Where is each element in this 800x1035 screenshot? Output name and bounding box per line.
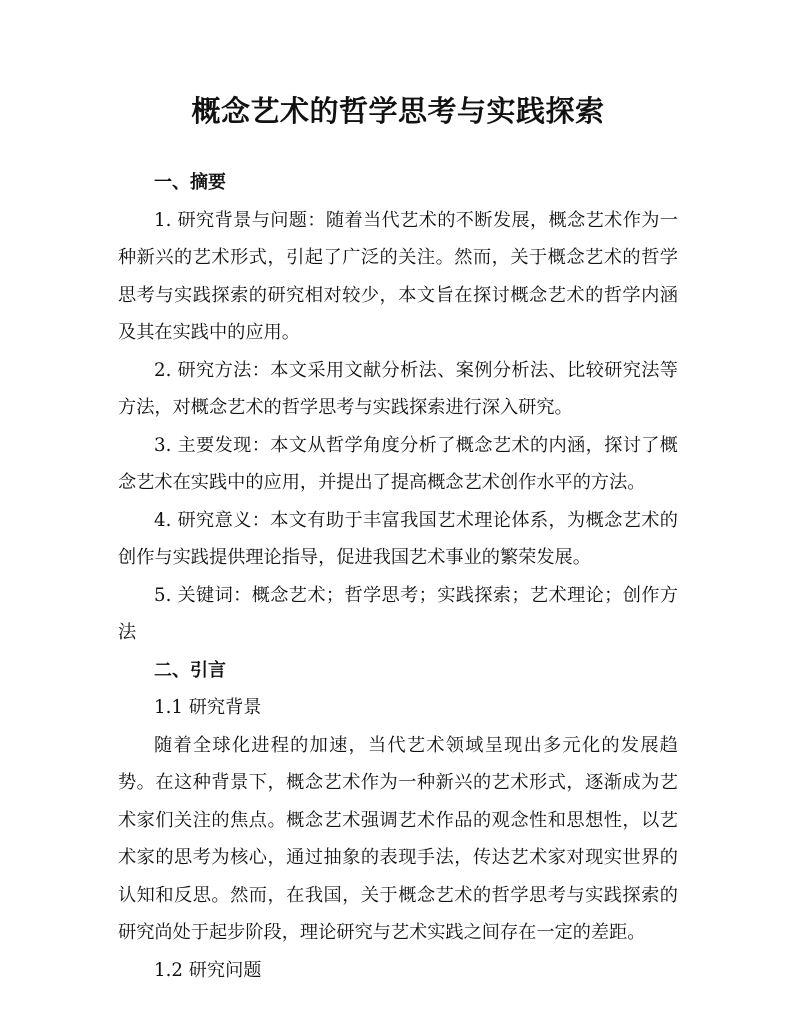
abstract-item-5-keywords: 5. 关键词：概念艺术；哲学思考；实践探索；艺术理论；创作方法 [118, 584, 678, 643]
introduction-heading: 二、引言 [154, 659, 226, 681]
document-title: 概念艺术的哲学思考与实践探索 [191, 94, 605, 128]
abstract-heading: 一、摘要 [154, 172, 226, 193]
abstract-item-3: 3. 主要发现：本文从哲学角度分析了概念艺术的内涵，探讨了概念艺术在实践中的应用，并提出了提高概念艺术创作水平的方法。 [118, 434, 678, 493]
research-question-heading: 1.2 研究问题 [154, 959, 262, 981]
research-background-heading: 1.1 研究背景 [154, 697, 262, 718]
abstract-item-4: 4. 研究意义：本文有助于丰富我国艺术理论体系，为概念艺术的创作与实践提供理论指导，促进我国艺术事业的繁荣发展。 [118, 509, 678, 568]
abstract-item-1: 1. 研究背景与问题：随着当代艺术的不断发展，概念艺术作为一种新兴的艺术形式，引起了广泛的关注。然而，关于概念艺术的哲学思考与实践探索的研究相对较少，本文旨在探讨概念艺术的哲学内涵及其在实践中的应用。 [118, 209, 678, 343]
document-page [118, 88, 678, 989]
abstract-item-2: 2. 研究方法：本文采用文献分析法、案例分析法、比较研究法等方法，对概念艺术的哲学思考与实践探索进行深入研究。 [118, 359, 678, 418]
research-background-text: 随着全球化进程的加速，当代艺术领域呈现出多元化的发展趋势。在这种背景下，概念艺术作为一种新兴的艺术形式，逐渐成为艺术家们关注的焦点。概念艺术强调艺术作品的观念性和思想性，以艺术家的思考为核心，通过抽象的表现手法，传达艺术家对现实世界的认知和反思。然而，在我国，关于概念艺术的哲学思考与实践探索的研究尚处于起步阶段，理论研究与艺术实践之间存在一定的差距。 [118, 734, 678, 943]
